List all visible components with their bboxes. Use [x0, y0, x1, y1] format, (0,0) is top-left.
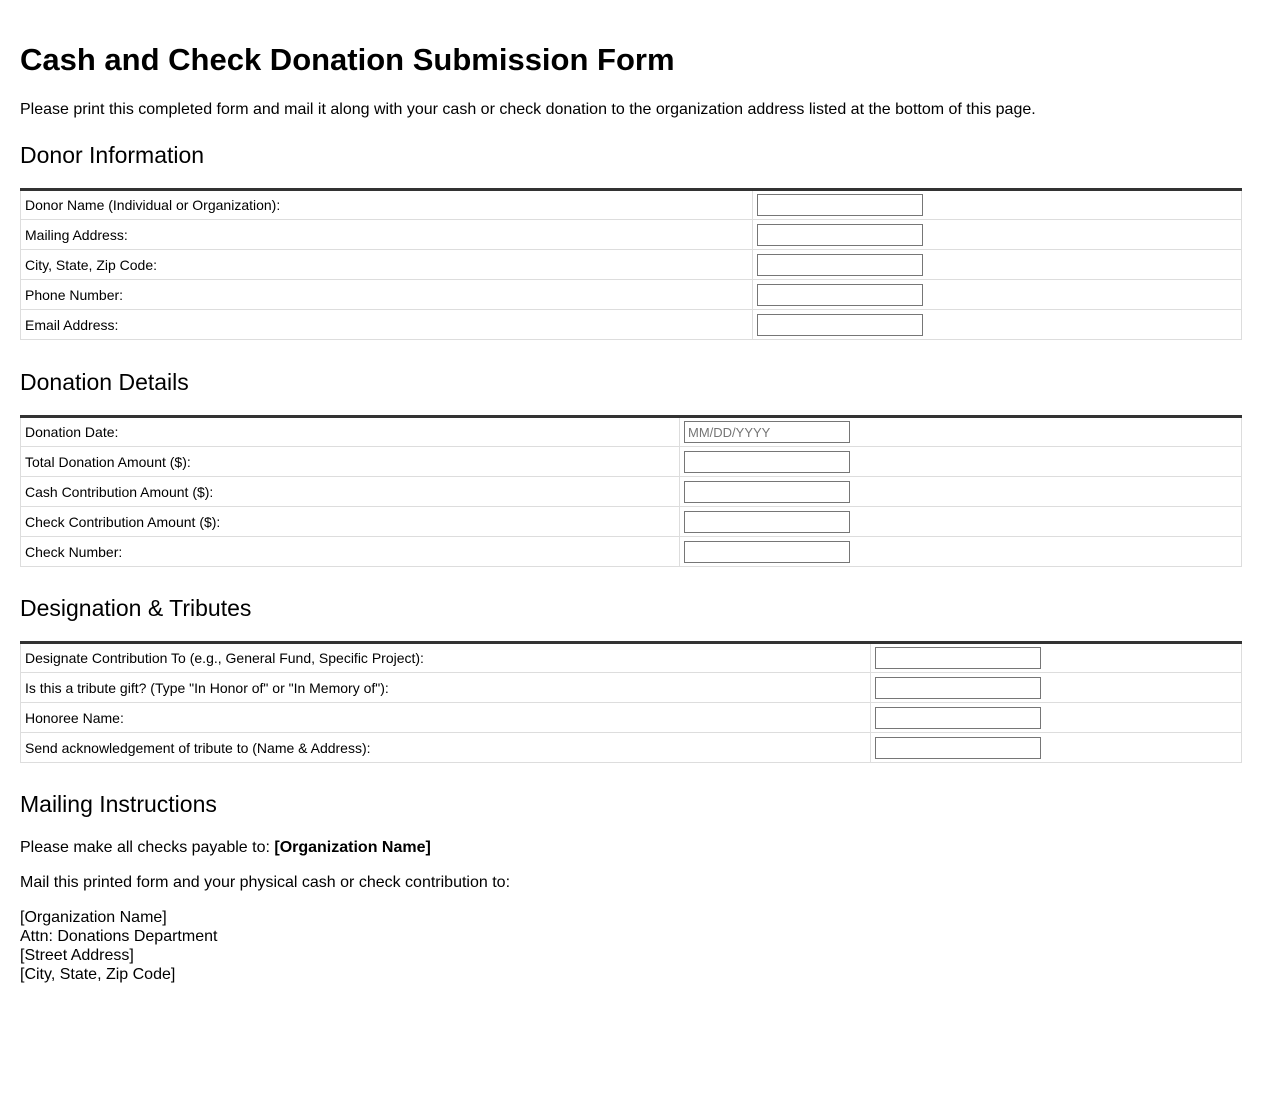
- input-cell: [871, 643, 1242, 673]
- input-cell: [753, 310, 1242, 340]
- table-row: [21, 447, 1242, 477]
- table-row: [21, 507, 1242, 537]
- designation-section-heading: Designation & Tributes: [20, 595, 252, 621]
- page-title: Cash and Check Donation Submission Form: [20, 42, 675, 77]
- input-cell: [680, 507, 1242, 537]
- input-cell: [871, 733, 1242, 763]
- address-line: [Organization Name]: [20, 909, 167, 926]
- donor-section-heading: Donor Information: [20, 142, 205, 168]
- address-line: Attn: Donations Department: [20, 928, 218, 945]
- check-number-label: Check Number:: [21, 537, 680, 567]
- input-cell: [680, 477, 1242, 507]
- mailing-section-heading: Mailing Instructions: [20, 791, 217, 817]
- donor-name-input[interactable]: [757, 194, 923, 216]
- donation-table: [20, 415, 1242, 567]
- input-cell: [680, 417, 1242, 447]
- table-row: [21, 280, 1242, 310]
- cash-amount-label: Cash Contribution Amount ($):: [21, 477, 680, 507]
- honoree-name-input[interactable]: [875, 707, 1041, 729]
- donation-date-label: Donation Date:: [21, 417, 680, 447]
- table-row: [21, 417, 1242, 447]
- check-amount-label: Check Contribution Amount ($):: [21, 507, 680, 537]
- donation-section-heading: Donation Details: [20, 369, 189, 395]
- table-row: [21, 220, 1242, 250]
- table-row: [21, 537, 1242, 567]
- mailing-address-input[interactable]: [757, 224, 923, 246]
- designate-to-input[interactable]: [875, 647, 1041, 669]
- input-cell: [753, 220, 1242, 250]
- city-state-zip-label: City, State, Zip Code:: [21, 250, 753, 280]
- honoree-name-label: Honoree Name:: [21, 703, 871, 733]
- email-address-input[interactable]: [757, 314, 923, 336]
- input-cell: [871, 673, 1242, 703]
- mail-instructions-text: Mail this printed form and your physical cash or check contribution to:: [20, 874, 511, 891]
- input-cell: [871, 703, 1242, 733]
- table-row: [21, 477, 1242, 507]
- input-cell: [680, 447, 1242, 477]
- designation-table: [20, 641, 1242, 763]
- table-row: [21, 190, 1242, 220]
- tribute-gift-label: Is this a tribute gift? (Type "In Honor of" or "In Memory of"):: [21, 673, 871, 703]
- payable-line: [20, 838, 431, 857]
- donor-name-label: Donor Name (Individual or Organization):: [21, 190, 753, 220]
- input-cell: [680, 537, 1242, 567]
- table-row: [21, 673, 1242, 703]
- cash-amount-input[interactable]: [684, 481, 850, 503]
- payable-organization: [Organization Name]: [274, 839, 431, 856]
- address-line: [Street Address]: [20, 947, 134, 964]
- table-row: [21, 643, 1242, 673]
- payable-prefix: Please make all checks payable to:: [20, 839, 275, 856]
- check-number-input[interactable]: [684, 541, 850, 563]
- table-row: [21, 733, 1242, 763]
- input-cell: [753, 190, 1242, 220]
- donor-table: [20, 188, 1242, 340]
- acknowledgement-input[interactable]: [875, 737, 1041, 759]
- table-row: [21, 250, 1242, 280]
- mailing-address-label: Mailing Address:: [21, 220, 753, 250]
- designate-to-label: Designate Contribution To (e.g., General Fund, Specific Project):: [21, 643, 871, 673]
- phone-number-input[interactable]: [757, 284, 923, 306]
- table-row: [21, 703, 1242, 733]
- total-amount-label: Total Donation Amount ($):: [21, 447, 680, 477]
- mailing-address-block: [20, 908, 217, 984]
- input-cell: [753, 280, 1242, 310]
- table-row: [21, 310, 1242, 340]
- tribute-gift-input[interactable]: [875, 677, 1041, 699]
- input-cell: [753, 250, 1242, 280]
- acknowledgement-label: Send acknowledgement of tribute to (Name & Address):: [21, 733, 871, 763]
- intro-text: Please print this completed form and mail it along with your cash or check donation to the organization address listed at the bottom of this page.: [20, 101, 1036, 118]
- city-state-zip-input[interactable]: [757, 254, 923, 276]
- email-address-label: Email Address:: [21, 310, 753, 340]
- donation-date-input[interactable]: [684, 421, 850, 443]
- phone-number-label: Phone Number:: [21, 280, 753, 310]
- check-amount-input[interactable]: [684, 511, 850, 533]
- total-amount-input[interactable]: [684, 451, 850, 473]
- address-line: [City, State, Zip Code]: [20, 966, 176, 983]
